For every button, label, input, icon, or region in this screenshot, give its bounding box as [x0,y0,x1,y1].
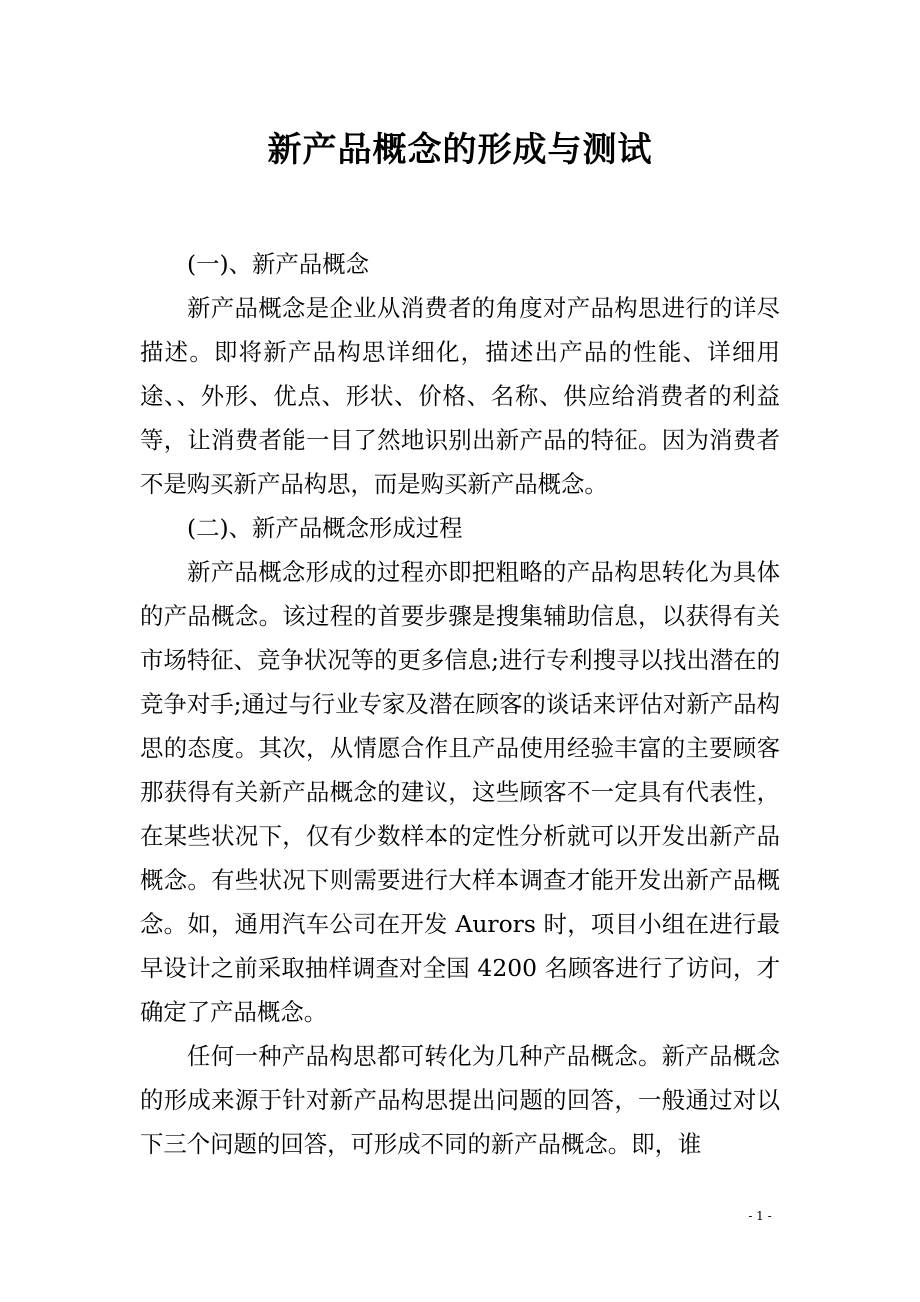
section-heading-2: (二)、新产品概念形成过程 [187,514,463,542]
paragraph-3: 任何一种产品构思都可转化为几种产品概念。新产品概念的形成来源于针对新产品构思提出问题的回答，一般通过对以下三个问题的回答，可形成不同的新产品概念。即，谁 [140,1042,780,1158]
page-number: - 1 - [748,1209,772,1223]
section-heading-1: (一)、新产品概念 [187,250,369,278]
paragraph-2: 新产品概念形成的过程亦即把粗略的产品构思转化为具体的产品概念。该过程的首要步骤是搜集辅助信息，以获得有关市场特征、竞争状况等的更多信息;进行专利搜寻以找出潜在的竞争对手;通过与行业专家及潜在顾客的谈话来评估对新产品构思的态度。其次，从情愿合作且产品使用经验丰富的主要顾客那获得有关新产品概念的建议，这些顾客不一定具有代表性，在某些状况下，仅有少数样本的定性分析就可以开发出新产品概念。有些状况下则需要进行大样本调查才能开发出新产品概念。如，通用汽车公司在开发 Aurors 时，项目小组在进行最早设计之前采取抽样调查对全国 4200 名顾客进行了访问，才确定了产品概念。 [140,558,780,1026]
document-body [140,242,780,1166]
document-title: 新产品概念的形成与测试 [267,130,653,170]
paragraph-1: 新产品概念是企业从消费者的角度对产品构思进行的详尽描述。即将新产品构思详细化，描述出产品的性能、详细用途、、外形、优点、形状、价格、名称、供应给消费者的利益等，让消费者能一目了然地识别出新产品的特征。因为消费者不是购买新产品构思，而是购买新产品概念。 [140,294,780,498]
